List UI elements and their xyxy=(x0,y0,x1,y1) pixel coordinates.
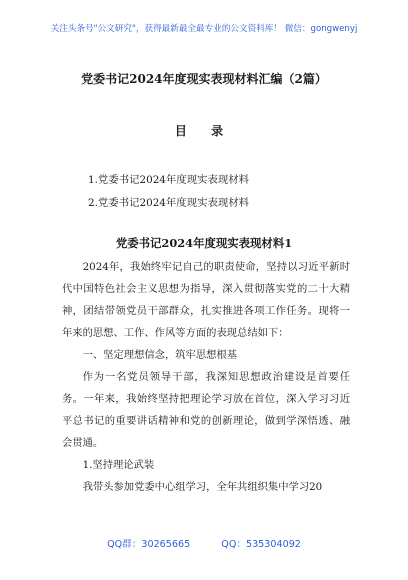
paragraph-body: 作为一名党员领导干部，我深知思想政治建设是首要任务。一年来，我始终坚持把理论学习放在首位，深入学习习近平总书记的重要讲话精神和党的创新理论，做到学深悟透、融会贯通。 xyxy=(62,371,350,449)
footer-qq-group: QQ群：30265665 xyxy=(107,539,191,550)
heading-level-1: 一、坚定理想信念，筑牢思想根基 xyxy=(82,349,238,361)
footer-qq: QQ：535304092 xyxy=(221,539,301,550)
header-promo-note: 关注头条号"公文研究"，获得最新最全最专业的公文资料库！ 微信：gongwenyj xyxy=(50,24,358,34)
toc-heading: 目 录 xyxy=(174,124,234,138)
toc-item-2[interactable]: 2.党委书记2024年度现实表现材料 xyxy=(88,197,250,209)
toc-item-1[interactable]: 1.党委书记2024年度现实表现材料 xyxy=(88,174,250,186)
footer-contacts xyxy=(0,536,408,550)
paragraph-continued: 我带头参加党委中心组学习，全年共组织集中学习20 xyxy=(82,481,323,493)
heading-level-2: 1.坚持理论武装 xyxy=(82,459,155,471)
paragraph-intro: 2024年，我始终牢记自己的职责使命，坚持以习近平新时代中国特色社会主义思想为指导，深入贯彻落实党的二十大精神，团结带领党员干部群众，扎实推进各项工作任务。现将一年来的思想、工作、作风等方面的表现总结如下： xyxy=(62,261,350,339)
document-title: 党委书记2024年度现实表现材料汇编（2篇） xyxy=(81,72,327,86)
document-body xyxy=(62,256,350,498)
section-title: 党委书记2024年度现实表现材料1 xyxy=(115,236,293,250)
